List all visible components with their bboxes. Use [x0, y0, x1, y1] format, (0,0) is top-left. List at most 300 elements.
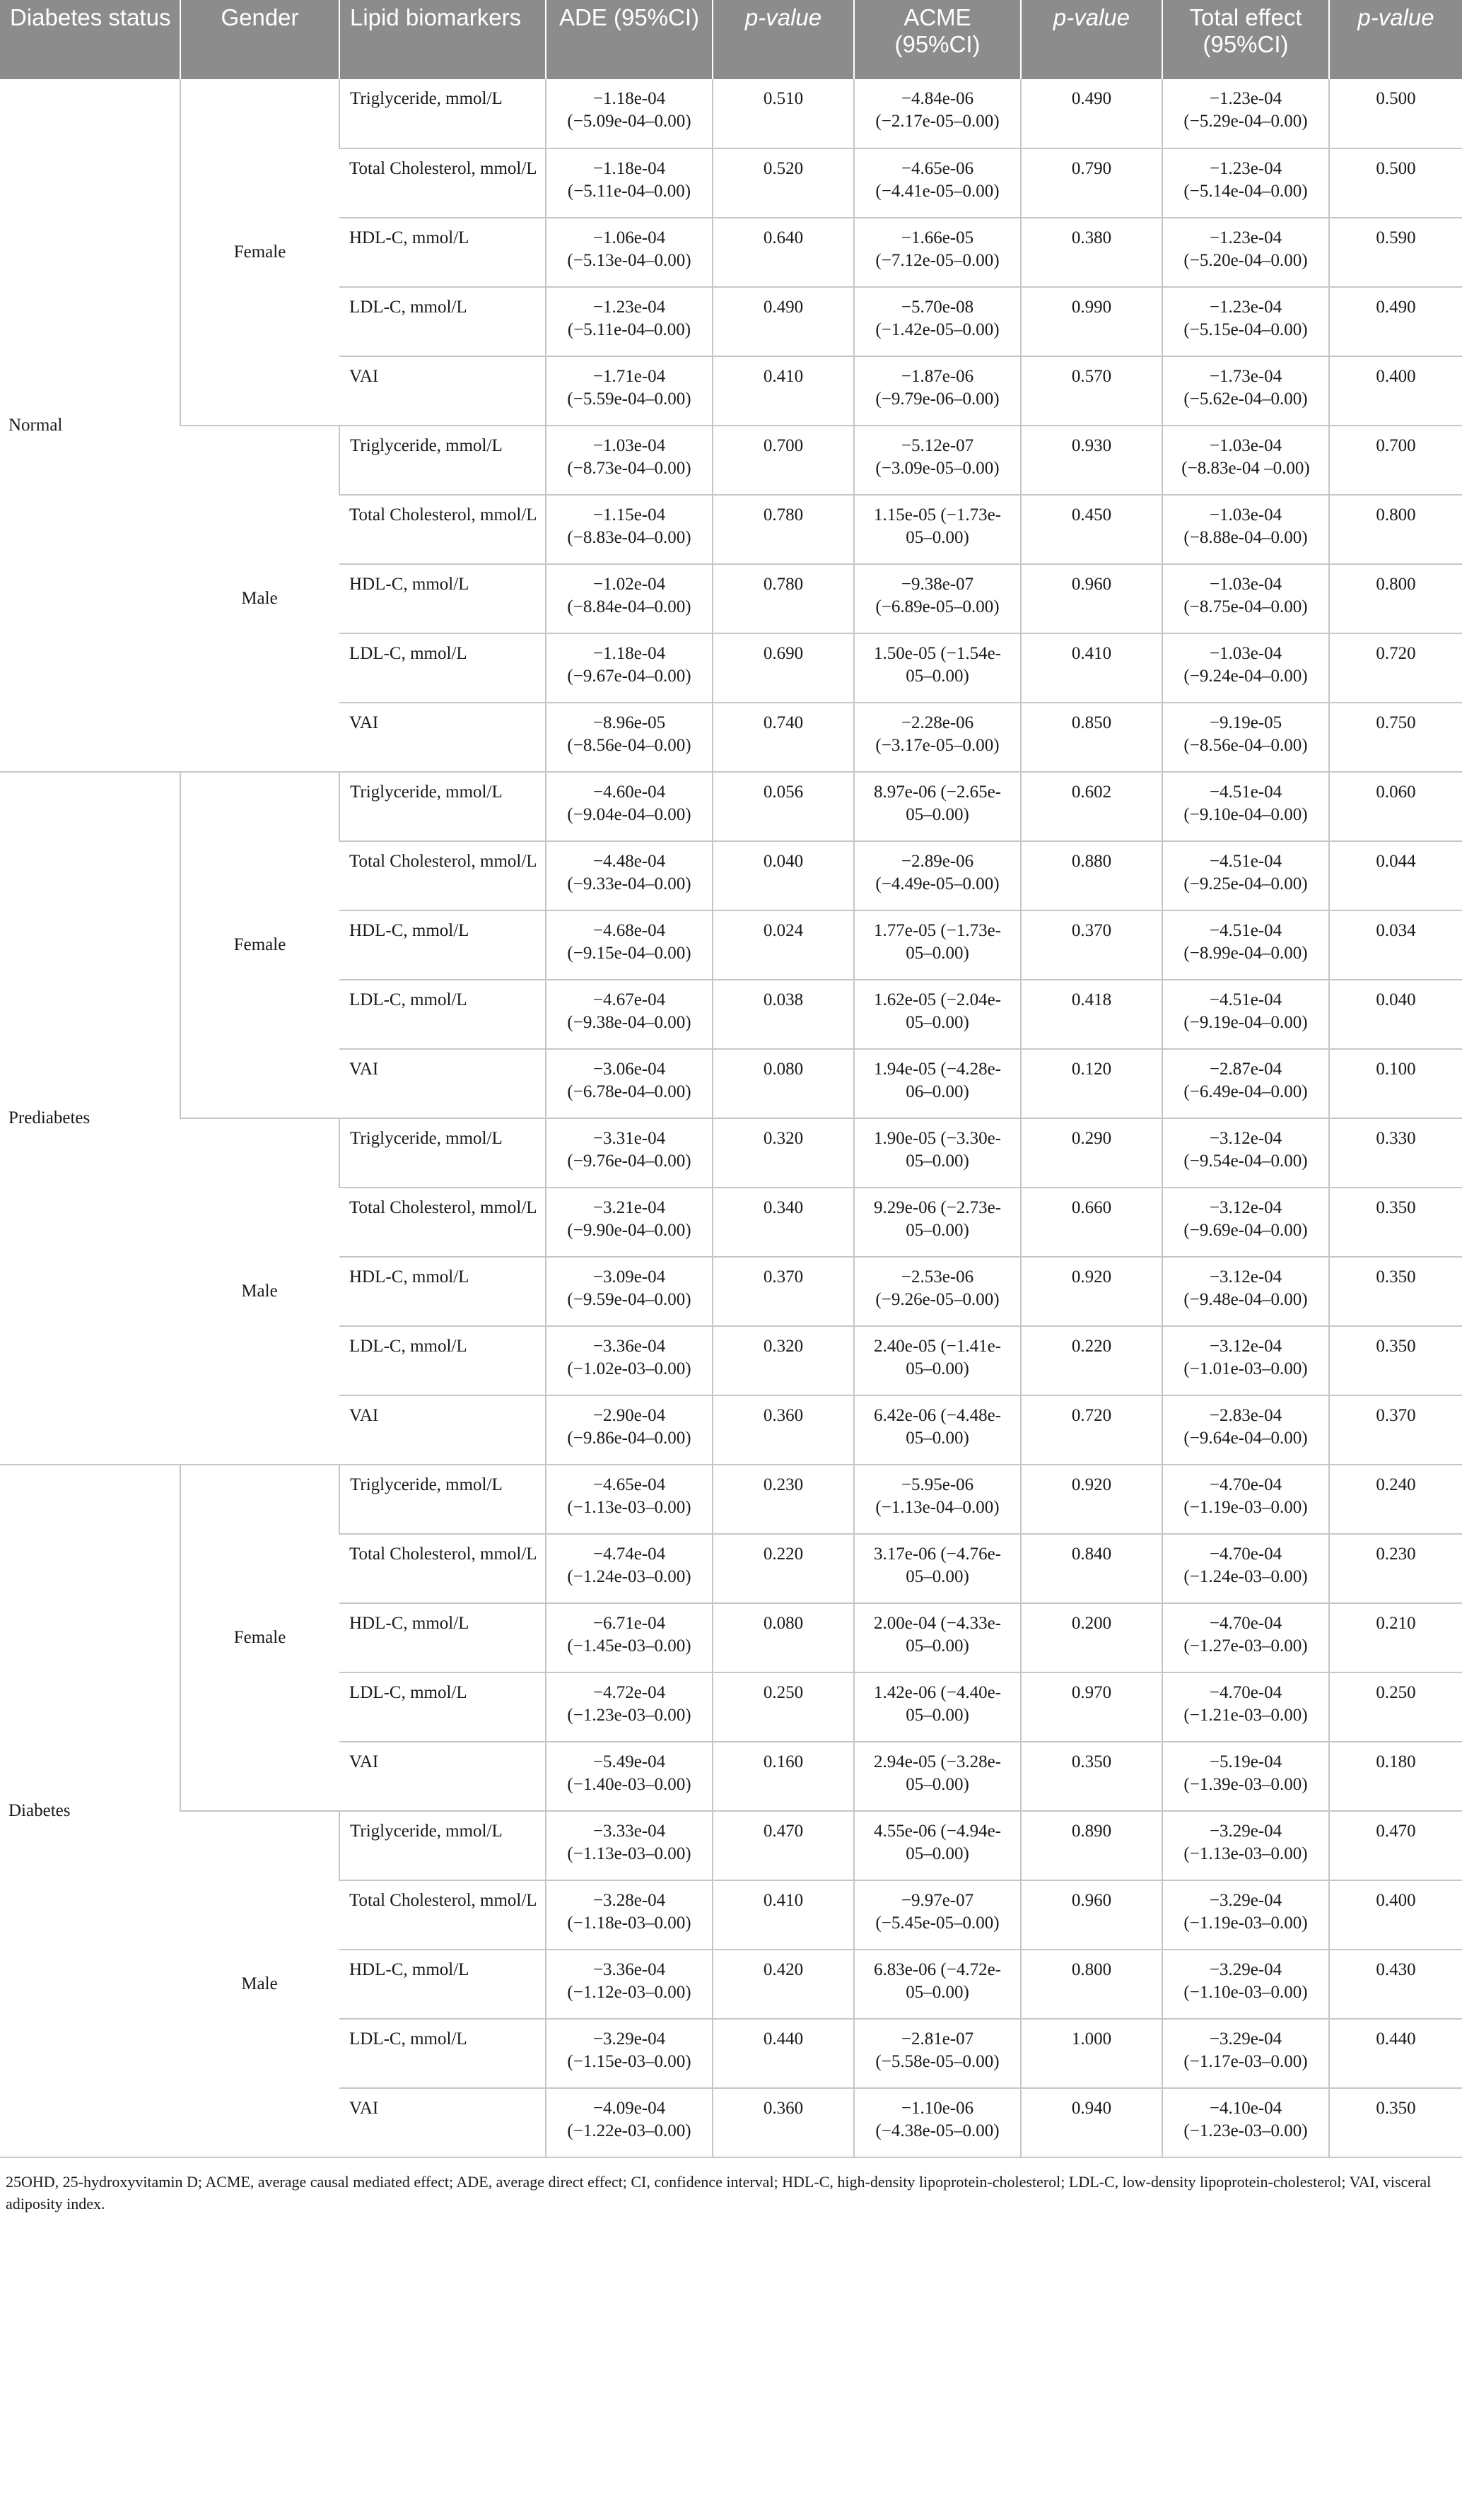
biomarker-cell: VAI [339, 1049, 546, 1118]
p-value-total-cell: 0.500 [1329, 148, 1462, 218]
acme-cell [854, 1326, 1021, 1395]
ade-cell-line: (−9.33e-04–0.00) [567, 874, 691, 893]
ade-cell-line: −2.90e-04 [592, 1406, 666, 1425]
ade-cell [546, 1257, 713, 1326]
total-effect-cell-line: (−6.49e-04–0.00) [1183, 1082, 1308, 1101]
biomarker-cell: VAI [339, 356, 546, 426]
p-value-acme-cell: 0.800 [1021, 1950, 1162, 2019]
p-value-total-cell: 0.210 [1329, 1603, 1462, 1672]
p-value-total-cell: 0.100 [1329, 1049, 1462, 1118]
total-effect-cell [1162, 356, 1329, 426]
total-effect-cell [1162, 1950, 1329, 2019]
acme-cell [854, 1118, 1021, 1188]
p-value-acme-cell: 0.120 [1021, 1049, 1162, 1118]
p-value-acme-cell: 0.350 [1021, 1742, 1162, 1811]
acme-cell-line: 2.40e-05 (−1.41e- [873, 1337, 1002, 1356]
total-effect-cell-line: (−1.27e-03–0.00) [1183, 1636, 1308, 1655]
acme-cell-line: (−1.13e-04–0.00) [875, 1498, 1000, 1517]
acme-cell-line: 6.83e-06 (−4.72e- [873, 1960, 1002, 1979]
total-effect-cell-line: (−9.25e-04–0.00) [1183, 874, 1308, 893]
acme-cell-line: (−6.89e-05–0.00) [875, 597, 1000, 616]
acme-cell [854, 2019, 1021, 2088]
biomarker-cell: VAI [339, 1742, 546, 1811]
ade-cell-line: (−1.24e-03–0.00) [567, 1567, 691, 1586]
acme-cell [854, 1395, 1021, 1465]
ade-cell-line: (−8.73e-04–0.00) [567, 459, 691, 478]
ade-cell [546, 1950, 713, 2019]
acme-cell-line: (−5.45e-05–0.00) [875, 1914, 1000, 1933]
biomarker-cell: HDL-C, mmol/L [339, 218, 546, 287]
total-effect-cell-line: (−9.69e-04–0.00) [1183, 1221, 1308, 1240]
total-effect-cell [1162, 1742, 1329, 1811]
total-effect-cell-line: (−8.83e-04 –0.00) [1181, 459, 1310, 478]
acme-cell-line: −2.89e-06 [901, 852, 974, 871]
total-effect-cell-line: −3.29e-04 [1209, 1891, 1282, 1910]
p-value-acme-cell: 0.790 [1021, 148, 1162, 218]
p-value-ade-cell: 0.410 [713, 356, 854, 426]
table-row [0, 1811, 1462, 1880]
biomarker-cell: LDL-C, mmol/L [339, 633, 546, 703]
total-effect-cell [1162, 910, 1329, 980]
total-effect-cell-line: −1.73e-04 [1209, 367, 1282, 386]
total-effect-cell [1162, 1257, 1329, 1326]
total-effect-cell [1162, 1880, 1329, 1950]
ade-cell-line: −1.15e-04 [592, 505, 666, 524]
biomarker-cell: Total Cholesterol, mmol/L [339, 495, 546, 564]
acme-cell-line: 1.90e-05 (−3.30e- [873, 1129, 1002, 1148]
acme-cell [854, 1603, 1021, 1672]
ade-cell [546, 633, 713, 703]
total-effect-cell-line: (−9.19e-04–0.00) [1183, 1013, 1308, 1032]
total-effect-cell [1162, 1326, 1329, 1395]
ade-cell-line: −3.29e-04 [592, 2029, 666, 2049]
p-value-ade-cell: 0.360 [713, 2088, 854, 2157]
total-effect-cell-line: (−1.21e-03–0.00) [1183, 1706, 1308, 1725]
acme-cell-line: 05–0.00) [906, 1983, 969, 2002]
ade-cell [546, 1188, 713, 1257]
ade-cell [546, 772, 713, 841]
table-footnote: 25OHD, 25-hydroxyvitamin D; ACME, average causal mediated effect; ADE, average direct effect; CI, confidence interval; HDL-C, high-density lipoprotein-cholesterol; LDL-C, low-density lipoprotein-cholesterol; VAI, visceral adiposity index. [6, 2173, 1432, 2213]
p-value-ade-cell: 0.640 [713, 218, 854, 287]
table-row [0, 772, 1462, 841]
p-value-total-cell: 0.370 [1329, 1395, 1462, 1465]
acme-cell [854, 1950, 1021, 2019]
acme-cell-line: −4.65e-06 [901, 159, 974, 178]
total-effect-cell-line: −3.12e-04 [1209, 1129, 1282, 1148]
total-effect-cell-line: −1.23e-04 [1209, 228, 1282, 247]
ade-cell-line: (−9.38e-04–0.00) [567, 1013, 691, 1032]
ade-cell [546, 2088, 713, 2157]
acme-cell-line: 05–0.00) [906, 1359, 969, 1378]
p-value-acme-cell: 0.570 [1021, 356, 1162, 426]
p-value-ade-cell: 0.230 [713, 1465, 854, 1534]
total-effect-cell [1162, 1534, 1329, 1603]
p-value-total-cell: 0.440 [1329, 2019, 1462, 2088]
ade-cell-line: −4.60e-04 [592, 783, 666, 802]
p-value-acme-cell: 0.880 [1021, 841, 1162, 910]
p-value-total-cell: 0.500 [1329, 79, 1462, 148]
acme-cell-line: (−4.49e-05–0.00) [875, 874, 1000, 893]
p-value-ade-cell: 0.740 [713, 703, 854, 772]
total-effect-cell-line: −2.87e-04 [1209, 1060, 1282, 1079]
table-row [0, 426, 1462, 495]
total-effect-cell [1162, 2088, 1329, 2157]
p-value-ade-cell: 0.024 [713, 910, 854, 980]
p-value-ade-cell: 0.780 [713, 564, 854, 633]
ade-cell-line: −3.28e-04 [592, 1891, 666, 1910]
p-value-ade-cell: 0.320 [713, 1326, 854, 1395]
biomarker-cell: LDL-C, mmol/L [339, 1326, 546, 1395]
total-effect-cell-line: −4.51e-04 [1209, 783, 1282, 802]
acme-cell-line: 05–0.00) [906, 1844, 969, 1863]
ade-cell [546, 564, 713, 633]
total-effect-cell-line: −3.29e-04 [1209, 2029, 1282, 2049]
p-value-ade-cell: 0.490 [713, 287, 854, 356]
total-effect-cell-line: (−5.20e-04–0.00) [1183, 251, 1308, 270]
p-value-acme-cell: 0.660 [1021, 1188, 1162, 1257]
ade-cell [546, 1672, 713, 1742]
p-value-total-cell: 0.750 [1329, 703, 1462, 772]
ade-cell-line: −3.09e-04 [592, 1267, 666, 1287]
acme-cell-line: 05–0.00) [906, 667, 969, 686]
acme-cell-line: 05–0.00) [906, 1151, 969, 1171]
p-value-total-cell: 0.180 [1329, 1742, 1462, 1811]
ade-cell-line: −4.48e-04 [592, 852, 666, 871]
acme-cell-line: (−2.17e-05–0.00) [875, 112, 1000, 131]
total-effect-cell [1162, 426, 1329, 495]
ade-cell-line: −3.33e-04 [592, 1822, 666, 1841]
p-value-acme-cell: 1.000 [1021, 2019, 1162, 2088]
acme-cell-line: −9.97e-07 [901, 1891, 974, 1910]
p-value-ade-cell: 0.340 [713, 1188, 854, 1257]
ade-cell-line: −1.18e-04 [592, 89, 666, 108]
table-row [0, 1118, 1462, 1188]
acme-cell-line: 05–0.00) [906, 1429, 969, 1448]
ade-cell [546, 426, 713, 495]
p-value-ade-cell: 0.040 [713, 841, 854, 910]
acme-cell-line: −4.84e-06 [901, 89, 974, 108]
ade-cell-line: −1.71e-04 [592, 367, 666, 386]
ade-cell-line: (−1.02e-03–0.00) [567, 1359, 691, 1378]
ade-cell [546, 1118, 713, 1188]
acme-cell [854, 495, 1021, 564]
p-value-total-cell: 0.330 [1329, 1118, 1462, 1188]
acme-cell-line: 1.94e-05 (−4.28e- [873, 1060, 1002, 1079]
ade-cell-line: −3.31e-04 [592, 1129, 666, 1148]
ade-cell-line: (−1.15e-03–0.00) [567, 2052, 691, 2071]
biomarker-cell: VAI [339, 1395, 546, 1465]
acme-cell-line: −1.10e-06 [901, 2099, 974, 2118]
acme-cell-line: −5.70e-08 [901, 298, 974, 317]
p-value-ade-cell: 0.690 [713, 633, 854, 703]
acme-cell-line: 1.77e-05 (−1.73e- [873, 921, 1002, 940]
ade-cell-line: (−9.86e-04–0.00) [567, 1429, 691, 1448]
total-effect-cell-line: −5.19e-04 [1209, 1752, 1282, 1771]
biomarker-cell: Triglyceride, mmol/L [339, 1465, 546, 1534]
total-effect-cell-line: −1.03e-04 [1209, 575, 1282, 594]
p-value-total-cell: 0.350 [1329, 1326, 1462, 1395]
total-effect-cell-line: −1.03e-04 [1209, 436, 1282, 455]
p-value-acme-cell: 0.970 [1021, 1672, 1162, 1742]
biomarker-cell: Total Cholesterol, mmol/L [339, 1880, 546, 1950]
acme-cell-line: 05–0.00) [906, 528, 969, 547]
acme-cell [854, 1672, 1021, 1742]
total-effect-cell-line: −4.51e-04 [1209, 990, 1282, 1009]
acme-cell-line: 8.97e-06 (−2.65e- [873, 783, 1002, 802]
ade-cell-line: −4.68e-04 [592, 921, 666, 940]
acme-cell-line: 1.15e-05 (−1.73e- [873, 505, 1002, 524]
ade-cell [546, 703, 713, 772]
header-p-value-ade: p-value [713, 0, 854, 79]
total-effect-cell [1162, 1672, 1329, 1742]
ade-cell-line: −5.49e-04 [592, 1752, 666, 1771]
biomarker-cell: HDL-C, mmol/L [339, 564, 546, 633]
acme-cell-line: −5.95e-06 [901, 1475, 974, 1494]
total-effect-cell [1162, 1465, 1329, 1534]
total-effect-cell [1162, 287, 1329, 356]
p-value-acme-cell: 0.418 [1021, 980, 1162, 1049]
acme-cell [854, 1742, 1021, 1811]
acme-cell [854, 218, 1021, 287]
acme-cell-line: 05–0.00) [906, 805, 969, 824]
total-effect-cell [1162, 1395, 1329, 1465]
ade-cell-line: −1.02e-04 [592, 575, 666, 594]
acme-cell [854, 980, 1021, 1049]
total-effect-cell [1162, 980, 1329, 1049]
total-effect-cell-line: −4.51e-04 [1209, 852, 1282, 871]
ade-cell-line: (−5.09e-04–0.00) [567, 112, 691, 131]
header-acme: ACME (95%CI) [854, 0, 1021, 79]
total-effect-cell-line: −1.23e-04 [1209, 298, 1282, 317]
ade-cell-line: (−5.11e-04–0.00) [567, 320, 691, 339]
acme-cell-line: 05–0.00) [906, 1706, 969, 1725]
gender-cell: Male [180, 426, 339, 772]
acme-cell [854, 564, 1021, 633]
ade-cell-line: (−8.56e-04–0.00) [567, 736, 691, 755]
biomarker-cell: Triglyceride, mmol/L [339, 1811, 546, 1880]
acme-cell-line: 06–0.00) [906, 1082, 969, 1101]
acme-cell [854, 79, 1021, 148]
total-effect-cell-line: (−1.13e-03–0.00) [1183, 1844, 1308, 1863]
p-value-ade-cell: 0.780 [713, 495, 854, 564]
ade-cell-line: (−5.13e-04–0.00) [567, 251, 691, 270]
header-total-effect: Total effect (95%CI) [1162, 0, 1329, 79]
total-effect-cell-line: (−1.19e-03–0.00) [1183, 1914, 1308, 1933]
total-effect-cell-line: −4.70e-04 [1209, 1475, 1282, 1494]
ade-cell [546, 79, 713, 148]
ade-cell-line: (−6.78e-04–0.00) [567, 1082, 691, 1101]
acme-cell [854, 841, 1021, 910]
p-value-acme-cell: 0.940 [1021, 2088, 1162, 2157]
p-value-ade-cell: 0.700 [713, 426, 854, 495]
biomarker-cell: LDL-C, mmol/L [339, 1672, 546, 1742]
ade-cell-line: (−1.22e-03–0.00) [567, 2121, 691, 2140]
total-effect-cell-line: (−1.17e-03–0.00) [1183, 2052, 1308, 2071]
biomarker-cell: VAI [339, 703, 546, 772]
p-value-ade-cell: 0.320 [713, 1118, 854, 1188]
total-effect-cell [1162, 633, 1329, 703]
total-effect-cell-line: −2.83e-04 [1209, 1406, 1282, 1425]
ade-cell-line: −6.71e-04 [592, 1614, 666, 1633]
acme-cell-line: 9.29e-06 (−2.73e- [873, 1198, 1002, 1217]
ade-cell-line: −8.96e-05 [592, 713, 666, 732]
acme-cell [854, 1465, 1021, 1534]
acme-cell [854, 772, 1021, 841]
p-value-acme-cell: 0.960 [1021, 564, 1162, 633]
acme-cell [854, 703, 1021, 772]
ade-cell-line: −4.09e-04 [592, 2099, 666, 2118]
p-value-total-cell: 0.800 [1329, 564, 1462, 633]
acme-cell [854, 1811, 1021, 1880]
gender-cell: Female [180, 1465, 339, 1811]
biomarker-cell: HDL-C, mmol/L [339, 1257, 546, 1326]
ade-cell [546, 1742, 713, 1811]
total-effect-cell-line: (−9.54e-04–0.00) [1183, 1151, 1308, 1171]
ade-cell [546, 495, 713, 564]
total-effect-cell [1162, 841, 1329, 910]
ade-cell-line: (−1.13e-03–0.00) [567, 1844, 691, 1863]
ade-cell-line: (−9.76e-04–0.00) [567, 1151, 691, 1171]
acme-cell-line: 1.50e-05 (−1.54e- [873, 644, 1002, 663]
total-effect-cell-line: −4.10e-04 [1209, 2099, 1282, 2118]
ade-cell-line: −4.74e-04 [592, 1545, 666, 1564]
total-effect-cell-line: (−8.56e-04–0.00) [1183, 736, 1308, 755]
p-value-total-cell: 0.400 [1329, 1880, 1462, 1950]
acme-cell-line: 05–0.00) [906, 1775, 969, 1794]
ade-cell [546, 1880, 713, 1950]
total-effect-cell-line: (−9.24e-04–0.00) [1183, 667, 1308, 686]
p-value-ade-cell: 0.360 [713, 1395, 854, 1465]
ade-cell-line: −3.36e-04 [592, 1960, 666, 1979]
ade-cell [546, 1534, 713, 1603]
total-effect-cell-line: −4.70e-04 [1209, 1545, 1282, 1564]
diabetes-status-cell: Prediabetes [0, 772, 180, 1465]
total-effect-cell [1162, 1118, 1329, 1188]
ade-cell-line: (−8.83e-04–0.00) [567, 528, 691, 547]
total-effect-cell-line: −9.19e-05 [1209, 713, 1282, 732]
acme-cell-line: 2.94e-05 (−3.28e- [873, 1752, 1002, 1771]
acme-cell [854, 633, 1021, 703]
total-effect-cell-line: (−1.24e-03–0.00) [1183, 1567, 1308, 1586]
total-effect-cell [1162, 1603, 1329, 1672]
p-value-ade-cell: 0.250 [713, 1672, 854, 1742]
ade-cell [546, 287, 713, 356]
p-value-ade-cell: 0.370 [713, 1257, 854, 1326]
total-effect-cell-line: −1.03e-04 [1209, 644, 1282, 663]
acme-cell [854, 910, 1021, 980]
p-value-acme-cell: 0.920 [1021, 1257, 1162, 1326]
p-value-total-cell: 0.590 [1329, 218, 1462, 287]
acme-cell-line: −5.12e-07 [901, 436, 974, 455]
p-value-acme-cell: 0.370 [1021, 910, 1162, 980]
total-effect-cell-line: −4.51e-04 [1209, 921, 1282, 940]
acme-cell-line: 1.62e-05 (−2.04e- [873, 990, 1002, 1009]
ade-cell-line: (−1.45e-03–0.00) [567, 1636, 691, 1655]
p-value-ade-cell: 0.038 [713, 980, 854, 1049]
total-effect-cell-line: −4.70e-04 [1209, 1614, 1282, 1633]
biomarker-cell: Total Cholesterol, mmol/L [339, 1188, 546, 1257]
p-value-acme-cell: 0.200 [1021, 1603, 1162, 1672]
p-value-total-cell: 0.350 [1329, 1188, 1462, 1257]
total-effect-cell-line: −3.29e-04 [1209, 1960, 1282, 1979]
total-effect-cell-line: (−1.39e-03–0.00) [1183, 1775, 1308, 1794]
total-effect-cell [1162, 1188, 1329, 1257]
acme-cell [854, 2088, 1021, 2157]
table-row [0, 1465, 1462, 1534]
acme-cell [854, 1049, 1021, 1118]
p-value-total-cell: 0.350 [1329, 2088, 1462, 2157]
table-row [0, 79, 1462, 148]
p-value-total-cell: 0.720 [1329, 633, 1462, 703]
total-effect-cell-line: (−5.14e-04–0.00) [1183, 182, 1308, 201]
p-value-acme-cell: 0.960 [1021, 1880, 1162, 1950]
p-value-acme-cell: 0.490 [1021, 79, 1162, 148]
acme-cell [854, 1534, 1021, 1603]
ade-cell-line: (−1.18e-03–0.00) [567, 1914, 691, 1933]
p-value-ade-cell: 0.510 [713, 79, 854, 148]
ade-cell-line: −4.72e-04 [592, 1683, 666, 1702]
ade-cell-line: −1.06e-04 [592, 228, 666, 247]
total-effect-cell-line: (−8.75e-04–0.00) [1183, 597, 1308, 616]
p-value-acme-cell: 0.890 [1021, 1811, 1162, 1880]
acme-cell-line: −9.38e-07 [901, 575, 974, 594]
ade-cell-line: (−8.84e-04–0.00) [567, 597, 691, 616]
ade-cell-line: (−9.15e-04–0.00) [567, 944, 691, 963]
acme-cell [854, 148, 1021, 218]
acme-cell-line: 2.00e-04 (−4.33e- [873, 1614, 1002, 1633]
acme-cell-line: 05–0.00) [906, 944, 969, 963]
biomarker-cell: VAI [339, 2088, 546, 2157]
ade-cell [546, 980, 713, 1049]
p-value-ade-cell: 0.160 [713, 1742, 854, 1811]
p-value-ade-cell: 0.420 [713, 1950, 854, 2019]
p-value-total-cell: 0.040 [1329, 980, 1462, 1049]
acme-cell [854, 287, 1021, 356]
biomarker-cell: HDL-C, mmol/L [339, 910, 546, 980]
acme-cell-line: −2.28e-06 [901, 713, 974, 732]
acme-cell-line: 05–0.00) [906, 1013, 969, 1032]
biomarker-cell: HDL-C, mmol/L [339, 1603, 546, 1672]
ade-cell [546, 841, 713, 910]
acme-cell-line: 4.55e-06 (−4.94e- [873, 1822, 1002, 1841]
total-effect-cell [1162, 148, 1329, 218]
total-effect-cell-line: −3.29e-04 [1209, 1822, 1282, 1841]
ade-cell-line: (−1.12e-03–0.00) [567, 1983, 691, 2002]
ade-cell [546, 148, 713, 218]
p-value-ade-cell: 0.080 [713, 1603, 854, 1672]
p-value-total-cell: 0.044 [1329, 841, 1462, 910]
p-value-total-cell: 0.430 [1329, 1950, 1462, 2019]
p-value-total-cell: 0.800 [1329, 495, 1462, 564]
biomarker-cell: Triglyceride, mmol/L [339, 772, 546, 841]
header-ade: ADE (95%CI) [546, 0, 713, 79]
acme-cell-line: (−4.41e-05–0.00) [875, 182, 1000, 201]
total-effect-cell-line: (−9.10e-04–0.00) [1183, 805, 1308, 824]
header-lipid-biomarkers: Lipid biomarkers [339, 0, 546, 79]
acme-cell [854, 426, 1021, 495]
total-effect-cell-line: (−9.48e-04–0.00) [1183, 1290, 1308, 1309]
total-effect-cell-line: (−5.15e-04–0.00) [1183, 320, 1308, 339]
ade-cell-line: (−5.11e-04–0.00) [567, 182, 691, 201]
acme-cell-line: 05–0.00) [906, 1567, 969, 1586]
p-value-total-cell: 0.034 [1329, 910, 1462, 980]
acme-cell-line: −2.81e-07 [901, 2029, 974, 2049]
biomarker-cell: LDL-C, mmol/L [339, 2019, 546, 2088]
biomarker-cell: LDL-C, mmol/L [339, 287, 546, 356]
total-effect-cell-line: (−1.19e-03–0.00) [1183, 1498, 1308, 1517]
p-value-total-cell: 0.470 [1329, 1811, 1462, 1880]
p-value-total-cell: 0.240 [1329, 1465, 1462, 1534]
